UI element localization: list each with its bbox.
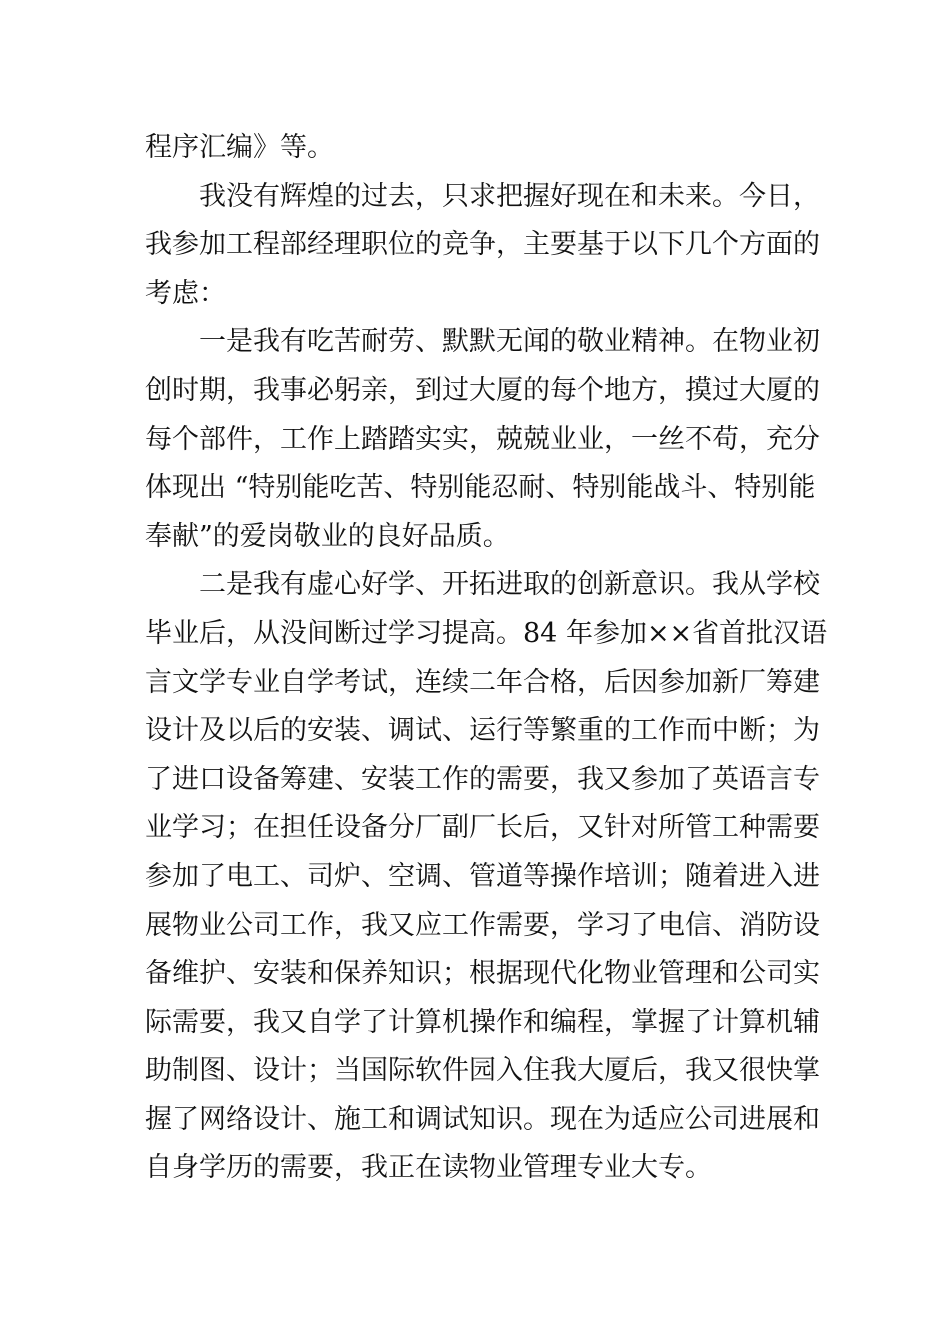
text-line: 助制图、设计；当国际软件园入住我大厦后，我又很快掌: [145, 1055, 820, 1087]
text-line: 我没有辉煌的过去，只求把握好现在和未来。今日，: [199, 180, 820, 212]
text-line: 业学习；在担任设备分厂副厂长后，又针对所管工种需要: [145, 812, 820, 844]
text-line: 体现出 “特别能吃苦、特别能忍耐、特别能战斗、特别能: [145, 472, 816, 504]
text-line: 参加了电工、司炉、空调、管道等操作培训；随着进入进: [145, 860, 820, 892]
text-line: 每个部件，工作上踏踏实实，兢兢业业，一丝不苟，充分: [145, 423, 820, 455]
text-line: 毕业后，从没间断过学习提高。84 年参加××省首批汉语: [145, 617, 828, 649]
document-body: [145, 124, 828, 1193]
text-line: 我参加工程部经理职位的竞争，主要基于以下几个方面的: [145, 229, 820, 261]
text-line: 奉献”的爱岗敬业的良好品质。: [145, 520, 510, 552]
text-line: 握了网络设计、施工和调试知识。现在为适应公司进展和: [145, 1103, 820, 1135]
text-line: 一是我有吃苦耐劳、默默无闻的敬业精神。在物业初: [199, 326, 820, 358]
text-line: 设计及以后的安装、调试、运行等繁重的工作而中断；为: [145, 715, 820, 747]
text-line: 创时期，我事必躬亲，到过大厦的每个地方，摸过大厦的: [145, 374, 820, 406]
text-line: 展物业公司工作，我又应工作需要，学习了电信、消防设: [145, 909, 820, 941]
text-line: 了进口设备筹建、安装工作的需要，我又参加了英语言专: [145, 763, 820, 795]
text-line: 考虑：: [145, 277, 226, 309]
text-line: 二是我有虚心好学、开拓进取的创新意识。我从学校: [199, 569, 820, 601]
text-line: 自身学历的需要，我正在读物业管理专业大专。: [145, 1152, 712, 1184]
text-line: 备维护、安装和保养知识；根据现代化物业管理和公司实: [145, 958, 820, 990]
text-line: 际需要，我又自学了计算机操作和编程，掌握了计算机辅: [145, 1006, 820, 1038]
text-line: 言文学专业自学考试，连续二年合格，后因参加新厂筹建: [145, 666, 820, 698]
text-line: 程序汇编》等。: [145, 132, 334, 163]
